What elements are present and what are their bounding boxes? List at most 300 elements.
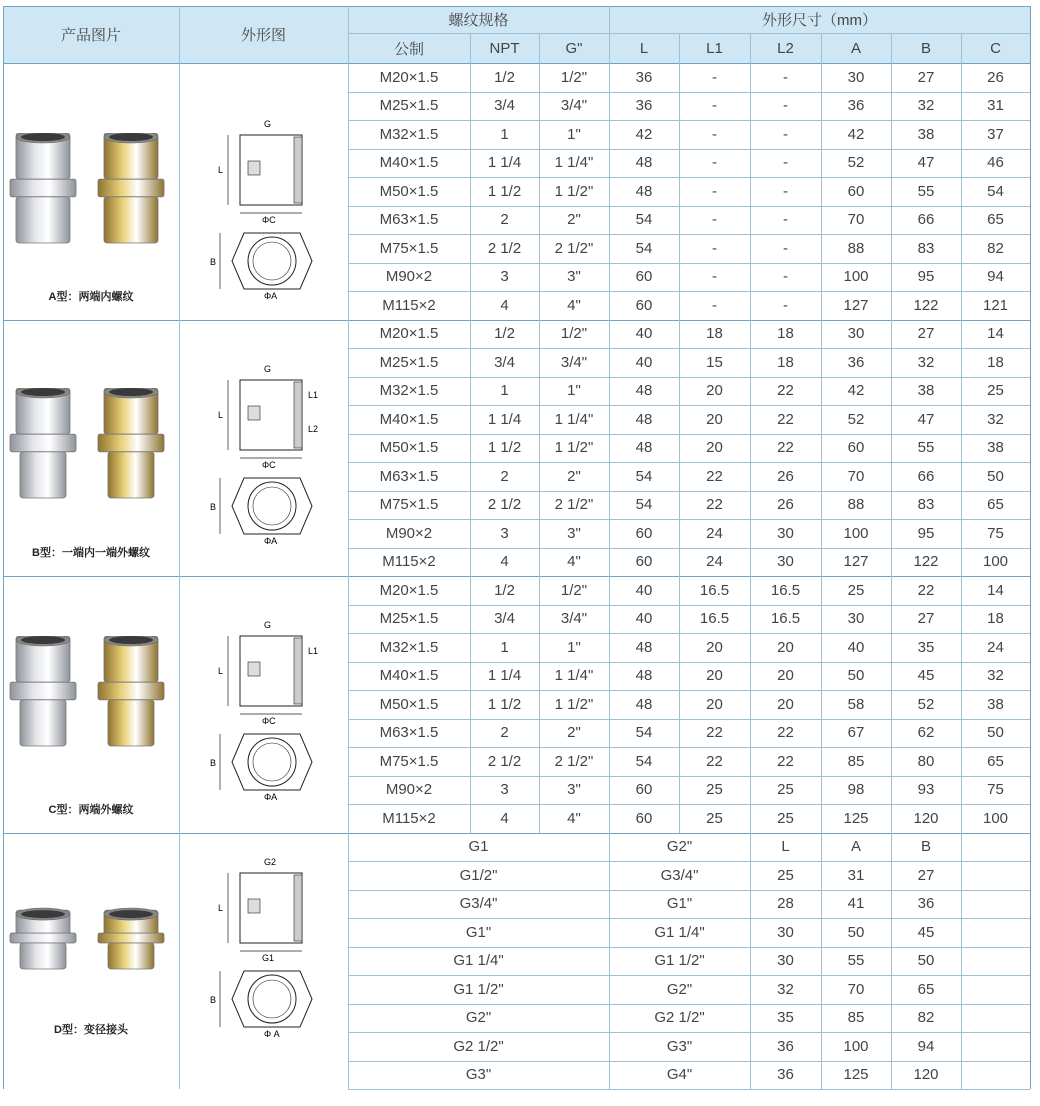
table-cell: -	[712, 182, 717, 200]
table-cell: 88	[847, 496, 865, 514]
table-cell: 121	[982, 296, 1009, 314]
table-cell: 100	[982, 553, 1009, 571]
table-cell: 24	[706, 524, 723, 542]
table-cell: 66	[917, 467, 935, 485]
table-cell: 2	[500, 467, 509, 485]
table-cell: 3"	[567, 781, 581, 799]
rule-h	[3, 6, 1030, 7]
table-cell: 75	[987, 781, 1004, 799]
d-table-cell: G1/2"	[459, 866, 498, 884]
table-cell: -	[712, 154, 717, 172]
table-cell: M20×1.5	[379, 325, 439, 343]
table-cell: M75×1.5	[379, 496, 439, 514]
table-cell: 48	[635, 154, 653, 172]
table-cell: 1 1/2"	[554, 695, 594, 713]
table-cell: 4	[500, 296, 509, 314]
table-cell: 83	[917, 496, 935, 514]
table-cell: 26	[987, 68, 1004, 86]
table-cell: 1"	[567, 125, 581, 143]
table-cell: 24	[706, 553, 723, 571]
rule-v	[609, 6, 610, 1089]
table-cell: 3	[500, 268, 509, 286]
header-col-8: C	[961, 33, 1030, 63]
table-cell: 127	[843, 296, 869, 314]
d-table-cell: G1 1/2"	[453, 980, 504, 998]
table-cell: 67	[847, 724, 865, 742]
table-cell: 26	[777, 467, 794, 485]
table-cell: 60	[635, 296, 653, 314]
table-cell: 60	[847, 439, 865, 457]
table-cell: -	[783, 211, 788, 229]
table-cell: 95	[917, 268, 935, 286]
table-cell: 1	[500, 125, 509, 143]
rule-h	[348, 33, 1030, 34]
table-cell: 65	[987, 211, 1004, 229]
table-cell: 2 1/2"	[554, 496, 594, 514]
dim-b-label: B	[210, 501, 217, 512]
brass-fitting-photo	[96, 907, 166, 979]
table-cell: 20	[706, 439, 723, 457]
d-table-cell: G1 1/2"	[654, 952, 705, 970]
table-cell: -	[783, 239, 788, 257]
silver-fitting-photo	[8, 907, 78, 979]
d-table-cell: G1"	[465, 923, 492, 941]
section-caption: D型：变径接头	[54, 1024, 128, 1036]
d-table-cell: 35	[777, 1009, 794, 1027]
table-cell: 62	[917, 724, 935, 742]
d-table-cell: 30	[777, 952, 794, 970]
table-cell: 60	[635, 553, 653, 571]
dim-g1-label: G1	[262, 952, 275, 963]
d-table-cell: 30	[777, 923, 794, 941]
table-cell: 1/2	[494, 581, 515, 599]
table-cell: 38	[917, 382, 935, 400]
table-cell: 54	[635, 239, 653, 257]
table-cell: 1/2"	[560, 325, 588, 343]
dim-l-label: L	[218, 902, 224, 913]
table-cell: 3/4"	[560, 97, 588, 115]
table-cell: 27	[917, 68, 935, 86]
table-cell: 25	[777, 781, 794, 799]
table-cell: 35	[917, 638, 935, 656]
table-cell: 22	[706, 724, 723, 742]
table-cell: 15	[706, 353, 723, 371]
table-cell: 25	[987, 382, 1004, 400]
table-cell: 24	[987, 638, 1004, 656]
table-cell: 1 1/4	[487, 154, 522, 172]
table-cell: 122	[913, 296, 939, 314]
table-cell: 22	[917, 581, 935, 599]
table-cell: 65	[987, 752, 1004, 770]
table-cell: -	[783, 125, 788, 143]
d-table-cell: 65	[917, 980, 935, 998]
table-cell: M50×1.5	[379, 695, 439, 713]
header-thread-spec: 螺纹规格	[348, 6, 609, 33]
d-table-cell: 41	[847, 895, 865, 913]
table-cell: 2	[500, 724, 509, 742]
header-outline: 外形图	[179, 6, 348, 63]
d-header-cell: A	[850, 838, 861, 856]
table-cell: 54	[635, 211, 653, 229]
outline-drawing-a	[208, 115, 328, 295]
table-cell: 32	[917, 353, 935, 371]
table-cell: 1 1/2	[487, 182, 522, 200]
outline-drawing-d	[208, 853, 328, 1033]
table-cell: M25×1.5	[379, 97, 439, 115]
table-cell: 30	[777, 553, 794, 571]
table-cell: 54	[635, 724, 653, 742]
table-cell: 47	[917, 154, 935, 172]
table-cell: 50	[987, 467, 1004, 485]
table-cell: 50	[847, 667, 865, 685]
table-cell: 45	[917, 667, 935, 685]
table-cell: 80	[917, 752, 935, 770]
table-cell: 20	[706, 695, 723, 713]
silver-fitting-photo	[8, 636, 78, 756]
table-cell: -	[712, 211, 717, 229]
silver-fitting-photo	[8, 133, 78, 253]
d-table-cell: 25	[777, 866, 794, 884]
d-table-cell: 36	[777, 1066, 794, 1084]
table-cell: 48	[635, 182, 653, 200]
rule-h	[348, 1089, 1030, 1090]
table-cell: 20	[706, 667, 723, 685]
table-cell: 2"	[567, 211, 581, 229]
table-cell: 4	[500, 553, 509, 571]
d-table-cell: G3/4"	[459, 895, 498, 913]
d-table-cell: 100	[843, 1037, 869, 1055]
table-cell: 30	[847, 68, 865, 86]
table-cell: 40	[635, 610, 653, 628]
table-cell: 30	[847, 610, 865, 628]
table-cell: 1"	[567, 382, 581, 400]
table-cell: 30	[847, 325, 865, 343]
rule-v	[821, 833, 822, 1090]
rule-v	[539, 33, 540, 833]
table-cell: 30	[777, 524, 794, 542]
table-cell: 1	[500, 382, 509, 400]
dim-l-label: L	[218, 165, 224, 175]
d-table-cell: G1 1/4"	[453, 952, 504, 970]
table-cell: 48	[635, 382, 653, 400]
table-cell: 50	[987, 724, 1004, 742]
table-cell: -	[783, 97, 788, 115]
table-cell: M90×2	[385, 268, 433, 286]
dim-g-label: G	[264, 620, 272, 630]
rule-v	[891, 833, 892, 1090]
table-cell: 1 1/2	[487, 695, 522, 713]
table-cell: 22	[706, 467, 723, 485]
table-cell: 122	[913, 553, 939, 571]
table-cell: 54	[635, 752, 653, 770]
table-cell: 60	[635, 268, 653, 286]
table-cell: 2	[500, 211, 509, 229]
table-cell: M20×1.5	[379, 68, 439, 86]
table-cell: 36	[847, 97, 865, 115]
table-cell: 3	[500, 781, 509, 799]
d-header-cell: G1	[468, 838, 489, 856]
table-cell: 93	[917, 781, 935, 799]
table-cell: 26	[777, 496, 794, 514]
section-caption: B型：一端内一端外螺纹	[32, 547, 150, 559]
table-cell: M75×1.5	[379, 752, 439, 770]
table-cell: 40	[847, 638, 865, 656]
table-cell: 38	[987, 695, 1004, 713]
table-cell: M40×1.5	[379, 667, 439, 685]
d-table-cell: 32	[777, 980, 794, 998]
table-cell: 27	[917, 325, 935, 343]
table-cell: 42	[847, 125, 865, 143]
table-cell: 2 1/2"	[554, 752, 594, 770]
table-cell: 85	[847, 752, 865, 770]
table-cell: 36	[847, 353, 865, 371]
table-cell: 27	[917, 610, 935, 628]
table-cell: 1/2"	[560, 581, 588, 599]
brass-fitting-photo	[96, 636, 166, 756]
table-cell: 1/2	[494, 68, 515, 86]
dim-phi-a-label: ΦA	[264, 792, 278, 802]
table-cell: 65	[987, 496, 1004, 514]
dim-b-label: B	[210, 758, 217, 768]
table-cell: 22	[777, 752, 794, 770]
d-header-cell: G2"	[666, 838, 693, 856]
table-cell: -	[783, 268, 788, 286]
table-cell: 48	[635, 667, 653, 685]
dim-phi-a-label: ΦA	[264, 535, 278, 546]
header-product-image: 产品图片	[3, 6, 179, 63]
dim-l1-label: L1	[308, 389, 319, 400]
table-cell: 100	[843, 268, 869, 286]
table-cell: -	[712, 239, 717, 257]
spec-table	[3, 6, 1033, 1100]
dim-g1-label: ΦC	[262, 215, 276, 225]
table-cell: 60	[847, 182, 865, 200]
table-cell: 3"	[567, 268, 581, 286]
table-cell: 48	[635, 410, 653, 428]
table-cell: 3"	[567, 524, 581, 542]
table-cell: 2 1/2	[487, 239, 522, 257]
dim-g1-label: ΦC	[262, 716, 276, 726]
table-cell: 48	[635, 695, 653, 713]
table-cell: 22	[777, 724, 794, 742]
table-cell: 66	[917, 211, 935, 229]
table-cell: 22	[777, 439, 794, 457]
table-cell: 100	[843, 524, 869, 542]
d-table-cell: 50	[847, 923, 865, 941]
table-cell: 18	[706, 325, 723, 343]
dim-b-label: B	[210, 994, 217, 1005]
d-table-cell: 36	[917, 895, 935, 913]
header-col-3: L	[609, 33, 679, 63]
table-cell: 47	[917, 410, 935, 428]
table-cell: 18	[777, 325, 794, 343]
table-cell: M25×1.5	[379, 610, 439, 628]
table-cell: M50×1.5	[379, 439, 439, 457]
d-table-cell: G2"	[465, 1009, 492, 1027]
d-table-cell: 120	[913, 1066, 939, 1084]
table-cell: 1 1/4	[487, 410, 522, 428]
table-cell: 1 1/2	[487, 439, 522, 457]
dim-g-label: G	[264, 363, 272, 374]
table-cell: 82	[987, 239, 1004, 257]
table-cell: 1	[500, 638, 509, 656]
table-cell: 40	[635, 353, 653, 371]
d-table-cell: G1"	[666, 895, 693, 913]
table-cell: 125	[843, 809, 869, 827]
table-cell: 95	[917, 524, 935, 542]
table-cell: 1/2	[494, 325, 515, 343]
d-table-cell: 36	[777, 1037, 794, 1055]
rule-v	[961, 33, 962, 833]
table-cell: 54	[635, 467, 653, 485]
d-table-cell: G3"	[666, 1037, 693, 1055]
table-cell: 25	[706, 809, 723, 827]
table-cell: M40×1.5	[379, 154, 439, 172]
table-cell: 38	[987, 439, 1004, 457]
table-cell: 52	[847, 154, 865, 172]
table-cell: 25	[706, 781, 723, 799]
table-cell: 1 1/2"	[554, 182, 594, 200]
table-cell: 54	[635, 496, 653, 514]
table-cell: 2 1/2	[487, 752, 522, 770]
rule-v	[750, 833, 751, 1090]
table-cell: 4"	[567, 809, 581, 827]
table-cell: -	[712, 296, 717, 314]
table-cell: M115×2	[382, 296, 436, 314]
table-cell: 48	[635, 638, 653, 656]
table-cell: 22	[706, 496, 723, 514]
table-cell: 20	[706, 638, 723, 656]
table-cell: -	[783, 296, 788, 314]
section-caption: A型：两端内螺纹	[48, 290, 134, 303]
outline-drawing-b	[208, 360, 328, 540]
table-cell: 1/2"	[560, 68, 588, 86]
d-table-cell: G2 1/2"	[453, 1037, 504, 1055]
dim-l-label: L	[218, 666, 224, 676]
d-table-cell: G4"	[666, 1066, 693, 1084]
table-cell: M32×1.5	[379, 125, 439, 143]
header-col-0: 公制	[348, 33, 470, 63]
table-cell: 20	[777, 667, 794, 685]
table-cell: 120	[913, 809, 939, 827]
d-header-cell: L	[781, 838, 790, 856]
table-cell: M32×1.5	[379, 382, 439, 400]
rule-v	[891, 33, 892, 833]
table-cell: 3/4	[494, 610, 515, 628]
table-cell: 40	[635, 325, 653, 343]
brass-fitting-photo	[96, 133, 166, 253]
rule-v	[750, 33, 751, 833]
table-cell: 1 1/4"	[554, 154, 594, 172]
table-cell: 36	[635, 97, 653, 115]
table-cell: 36	[635, 68, 653, 86]
table-cell: 20	[706, 410, 723, 428]
table-cell: 3/4"	[560, 353, 588, 371]
table-cell: 55	[917, 439, 935, 457]
rule-v	[821, 33, 822, 833]
header-col-2: G"	[539, 33, 609, 63]
dim-g1-label: ΦC	[262, 459, 276, 470]
table-cell: 88	[847, 239, 865, 257]
table-cell: 2 1/2	[487, 496, 522, 514]
table-cell: M40×1.5	[379, 410, 439, 428]
table-cell: 18	[777, 353, 794, 371]
table-cell: -	[783, 68, 788, 86]
rule-v	[961, 833, 962, 1090]
table-cell: 52	[917, 695, 935, 713]
table-cell: 60	[635, 781, 653, 799]
table-cell: 83	[917, 239, 935, 257]
d-table-cell: 45	[917, 923, 935, 941]
table-cell: 16.5	[699, 610, 730, 628]
table-cell: 127	[843, 553, 869, 571]
table-cell: 1 1/4"	[554, 667, 594, 685]
d-table-cell: 27	[917, 866, 935, 884]
table-cell: 2 1/2"	[554, 239, 594, 257]
header-col-6: A	[821, 33, 891, 63]
table-cell: 31	[987, 97, 1004, 115]
table-cell: 18	[987, 353, 1004, 371]
table-cell: 38	[917, 125, 935, 143]
d-header-cell: B	[920, 838, 931, 856]
table-cell: 42	[635, 125, 653, 143]
table-cell: M32×1.5	[379, 638, 439, 656]
rule-v	[3, 6, 4, 1089]
table-cell: 16.5	[770, 610, 801, 628]
table-cell: M25×1.5	[379, 353, 439, 371]
table-cell: 1"	[567, 638, 581, 656]
table-cell: 55	[917, 182, 935, 200]
table-cell: -	[783, 154, 788, 172]
table-cell: M75×1.5	[379, 239, 439, 257]
d-table-cell: G3/4"	[660, 866, 699, 884]
d-table-cell: 28	[777, 895, 794, 913]
table-cell: 40	[635, 581, 653, 599]
d-table-cell: 85	[847, 1009, 865, 1027]
table-cell: 58	[847, 695, 865, 713]
dim-phi-a-label: Φ A	[264, 1028, 280, 1039]
table-cell: M63×1.5	[379, 724, 439, 742]
table-cell: 22	[777, 410, 794, 428]
rule-v	[1030, 6, 1031, 1089]
table-cell: 75	[987, 524, 1004, 542]
dim-l1-label: L1	[308, 646, 319, 656]
table-cell: 14	[987, 581, 1004, 599]
d-table-cell: 125	[843, 1066, 869, 1084]
dim-phi-a-label: ΦA	[264, 291, 278, 301]
dim-l-label: L	[218, 409, 224, 420]
table-cell: 1 1/4	[487, 667, 522, 685]
table-cell: 94	[987, 268, 1004, 286]
d-table-cell: G1 1/4"	[654, 923, 705, 941]
table-cell: 100	[982, 809, 1009, 827]
table-cell: 42	[847, 382, 865, 400]
table-cell: 16.5	[699, 581, 730, 599]
d-table-cell: 94	[917, 1037, 935, 1055]
rule-v	[470, 33, 471, 833]
table-cell: M50×1.5	[379, 182, 439, 200]
table-cell: -	[712, 125, 717, 143]
table-cell: 46	[987, 154, 1004, 172]
table-cell: -	[712, 68, 717, 86]
rule-h	[3, 63, 1030, 64]
d-table-cell: G2"	[666, 980, 693, 998]
dim-g-label: G2	[264, 856, 277, 867]
table-cell: M115×2	[382, 809, 436, 827]
header-col-4: L1	[679, 33, 750, 63]
table-cell: M63×1.5	[379, 467, 439, 485]
table-cell: M115×2	[382, 553, 436, 571]
